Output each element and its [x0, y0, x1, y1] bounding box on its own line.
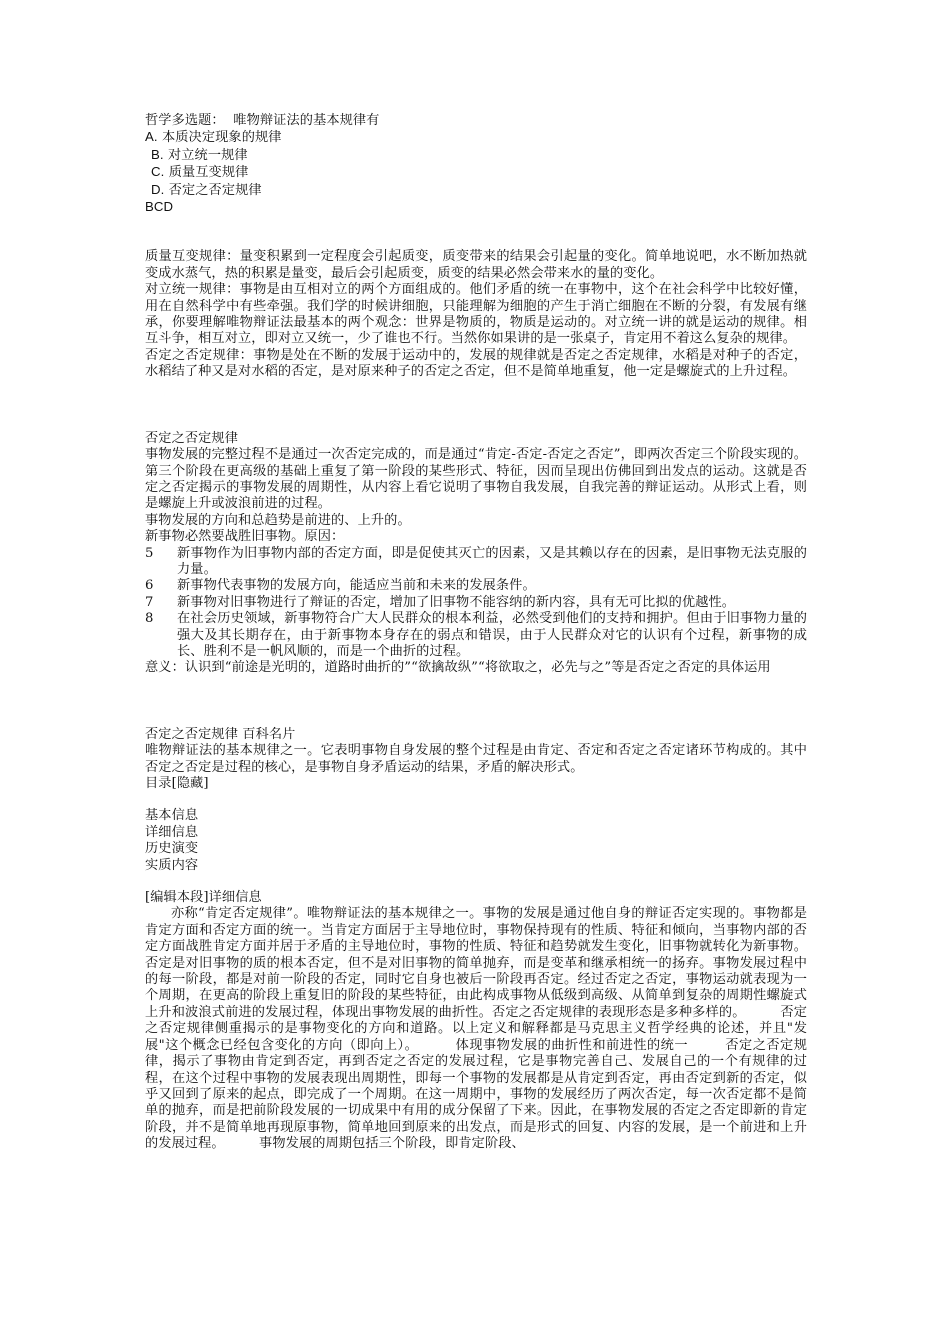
- question-block: [145, 113, 807, 215]
- toc-label[interactable]: 目录[隐藏]: [145, 776, 209, 791]
- encyclopedia-section: [145, 727, 807, 1153]
- toc-item[interactable]: 历史演变: [145, 841, 199, 857]
- list-number: 5: [145, 545, 154, 561]
- option-text: 质量互变规律: [168, 165, 249, 181]
- negation-section: [145, 431, 807, 677]
- list-item: [145, 546, 807, 579]
- explanation-paragraph: 对立统一规律：事物是由互相对立的两个方面组成的。他们矛盾的统一在事物中，这个在社会科学中比较好懂，用在自然科学中有些牵强。我们学的时候讲细胞，只能理解为细胞的产生于消亡细胞在不断的分裂，有发展有继承，你要理解唯物辩证法最基本的两个观念：世界是物质的，物质是运动的。对立统一讲的就是运动的规律。相互斗争，相互对立，即对立又统一，少了谁也不行。当然你如果讲的是一张桌子，肯定用不着这么复杂的规律。: [145, 282, 807, 347]
- spacer: [145, 792, 807, 808]
- option-key: D.: [151, 181, 165, 197]
- spacer: [145, 874, 807, 890]
- explanation-paragraph: 质量互变规律：量变积累到一定程度会引起质变，质变带来的结果会引起量的变化。简单地说吧，水不断加热就变成水蒸气，热的积累是量变，最后会引起质变，质变的结果必然会带来水的量的变化。: [145, 249, 807, 281]
- toc-item[interactable]: 实质内容: [145, 857, 199, 873]
- option-key: C.: [151, 164, 165, 180]
- toc-item[interactable]: 基本信息: [145, 808, 199, 824]
- list-item: [145, 595, 807, 611]
- section-heading: 否定之否定规律 百科名片: [145, 726, 296, 742]
- spacer: [145, 215, 807, 249]
- option-text: 对立统一规律: [167, 147, 248, 163]
- section-body: 亦称“肯定否定规律”。唯物辩证法的基本规律之一。事物的发展是通过他自身的辩证否定实现的。事物都是肯定方面和否定方面的统一。当肯定方面居于主导地位时，事物保持现有的性质、特征和倾向，当事物内部的否定方面战胜肯定方面并居于矛盾的主导地位时，事物的性质、特征和趋势就发生变化，旧事物就转化为新事物。否定是对旧事物的质的根本否定，但不是对旧事物的简单抛弃，而是变革和继承相统一的扬弃。事物发展过程中的每一阶段，都是对前一阶段的否定，同时它自身也被后一阶段再否定。经过否定之否定，事物运动就表现为一个周期，在更高的阶段上重复旧的阶段的某些特征，由此构成事物从低级到高级、从简单到复杂的周期性螺旋式上升和波浪式前进的发展过程，体现出事物发展的曲折性。否定之否定规律的表现形态是多种多样的。 否定之否定规律侧重揭示的是事物变化的方向和道路。以上定义和解释都是马克思主义哲学经典的论述，并且"发展"这个概念已经包含变化的方向（即向上）。 体现事物发展的曲折性和前进性的统一 否定之否定规律，揭示了事物由肯定到否定，再到否定之否定的发展过程，它是事物完善自己、发展自己的一个有规律的过程，在这个过程中事物的发展表现出周期性，即每一个事物的发展都是从肯定到否定，再由否定到新的否定，似乎又回到了原来的起点，即完成了一个周期。在这一周期中，事物的发展经历了两次否定，每一次否定都不是简单的抛弃，而是把前阶段发展的一切成果中有用的成分保留了下来。因此，在事物发展的否定之否定即新的肯定阶段，并不是简单地再现原事物，简单地回到原来的出发点，而是形式的回复、内容的发展，是一个前进和上升的发展过程。 事物发展的周期包括三个阶段，即肯定阶段、: [145, 906, 807, 1152]
- option-a: [145, 129, 807, 146]
- toc-list: [145, 808, 807, 874]
- option-c: [145, 164, 807, 181]
- list-text: 新事物代表事物的发展方向，能适应当前和未来的发展条件。: [177, 578, 536, 594]
- option-key: A.: [145, 129, 158, 145]
- list-text: 新事物对旧事物进行了辩证的否定，增加了旧事物不能容纳的新内容，具有无可比拟的优越性。: [177, 594, 736, 610]
- list-item: [145, 611, 807, 660]
- question-title: 哲学多选题： 唯物辩证法的基本规律有: [145, 113, 380, 128]
- list-item: [145, 578, 807, 594]
- explanation-block: [145, 249, 807, 380]
- section-heading: 否定之否定规律: [145, 430, 239, 446]
- list-number: 8: [145, 611, 154, 627]
- spacer: [145, 381, 807, 431]
- section-paragraph: 事物发展的方向和总趋势是前进的、上升的。: [145, 512, 411, 528]
- section-paragraph: 事物发展的完整过程不是通过一次否定完成的，而是通过“肯定-否定-否定之否定”，即两次否定三个阶段实现的。第三个阶段在更高级的基础上重复了第一阶段的某些形式、特征，因而呈现出仿佛回到出发点的运动。这就是否定之否定揭示的事物发展的周期性，从内容上看它说明了事物自我发展，自我完善的辩证运动。从形式上看，则是螺旋上升或波浪前进的过程。: [145, 447, 807, 512]
- section-paragraph: 唯物辩证法的基本规律之一。它表明事物自身发展的整个过程是由肯定、否定和否定之否定诸环节构成的。其中否定之否定是过程的核心，是事物自身矛盾运动的结果，矛盾的解决形式。: [145, 743, 807, 775]
- section-paragraph: 新事物必然要战胜旧事物。原因：: [145, 529, 345, 545]
- option-b: [145, 147, 807, 164]
- explanation-paragraph: 否定之否定规律：事物是处在不断的发展于运动中的，发展的规律就是否定之否定规律，水稻是对种子的否定，水稻结了种又是对水稻的否定，是对原来种子的否定之否定，但不是简单地重复，他一定是螺旋式的上升过程。: [145, 347, 807, 380]
- list-number: 7: [145, 594, 154, 610]
- section-paragraph: 意义：认识到“前途是光明的，道路时曲折的”“欲擒故纵”“将欲取之，必先与之”等是否定之否定的具体运用: [145, 660, 771, 676]
- option-key: B.: [151, 146, 164, 162]
- option-text: 本质决定现象的规律: [161, 130, 282, 146]
- list-text: 新事物作为旧事物内部的否定方面，即是促使其灭亡的因素，又是其赖以存在的因素，是旧事物无法克服的力量。: [177, 545, 807, 577]
- document-page: [145, 113, 807, 1153]
- answer: BCD: [145, 199, 174, 215]
- list-text: 在社会历史领域，新事物符合广大人民群众的根本利益，必然受到他们的支持和拥护。但由于旧事物力量的强大及其长期存在，由于新事物本身存在的弱点和错误，由于人民群众对它的认识有个过程，新事物的成长、胜利不是一帆风顺的，而是一个曲折的过程。: [177, 611, 807, 659]
- edit-heading[interactable]: [编辑本段]详细信息: [145, 890, 262, 906]
- option-d: [145, 182, 807, 199]
- spacer: [145, 677, 807, 727]
- toc-item[interactable]: 详细信息: [145, 824, 199, 840]
- list-number: 6: [145, 578, 154, 594]
- option-text: 否定之否定规律: [168, 182, 262, 198]
